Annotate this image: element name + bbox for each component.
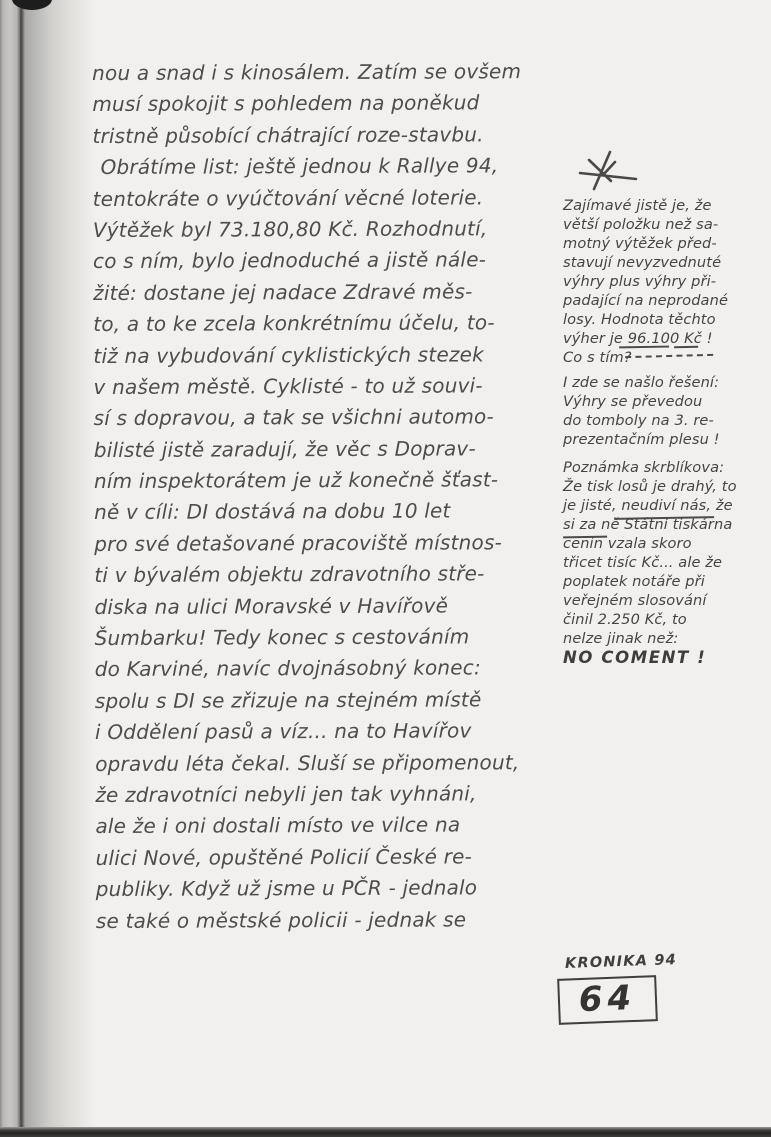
text-line: Výtěžek byl 73.180,80 Kč. Rozhodnutí, — [92, 216, 488, 243]
margin-note-line: do tomboly na 3. re- — [563, 412, 714, 429]
margin-note-line: Že tisk losů je drahý, to — [563, 478, 737, 495]
text-line: nou a snad i s kinosálem. Zatím se ovšem — [92, 59, 522, 86]
text-line: v našem městě. Cyklisté - to už souvi- — [93, 373, 483, 399]
margin-note-line: výhry plus výhry při- — [563, 273, 717, 290]
text-line: Šumbarku! Tedy konec s cestováním — [94, 624, 470, 651]
main-handwritten-text — [92, 56, 576, 937]
margin-note-line: Výhry se převedou — [563, 393, 703, 410]
text-line: ulici Nové, opuštěné Policií České re- — [95, 844, 473, 870]
margin-note-line: výher je 96.100 Kč ! — [563, 330, 713, 347]
margin-note-line: stavují nevyzvednuté — [563, 254, 722, 271]
margin-note-line: Co s tím? — [563, 349, 632, 366]
text-line: to, a to ke zcela konkrétnímu účelu, to- — [93, 310, 495, 337]
margin-note-line: třicet tisíc Kč... ale že — [563, 554, 723, 571]
text-line: ale že i oni dostali místo ve vilce na — [95, 812, 461, 839]
margin-note-line: je jisté, neudiví nás, že — [563, 497, 733, 514]
text-line: se také o městské policii - jednak se — [95, 906, 467, 933]
text-line: musí spokojit s pohledem na poněkud — [92, 90, 480, 117]
margin-note-line: veřejném slosování — [563, 592, 707, 609]
underline-stroke-printer — [614, 502, 714, 520]
text-line: tristně působící chátrající roze-stavbu. — [92, 122, 484, 148]
text-line: tiž na vybudování cyklistických stezek — [93, 341, 484, 368]
asterisk-icon — [577, 148, 639, 192]
text-line: do Karviné, navíc dvojnásobný konec: — [94, 655, 481, 682]
margin-note-column — [563, 148, 771, 670]
page-number: 64 — [578, 977, 637, 1021]
text-line: že zdravotníci nebyli jen tak vyhnáni, — [95, 781, 477, 808]
margin-note-block-3 — [563, 458, 771, 670]
dashed-underline-stroke — [625, 340, 713, 358]
chronicle-label: KRONIKA 94 — [564, 952, 678, 972]
text-line: diska na ulici Moravské v Havířově — [94, 593, 449, 619]
margin-note-line: Zajímavé jistě je, že — [563, 197, 712, 214]
text-line: opravdu léta čekal. Sluší se připomenout, — [95, 749, 520, 776]
binding-crease-line — [20, 0, 22, 1137]
margin-note-line: činil 2.250 Kč, to — [563, 611, 687, 628]
text-line: i Oddělení pasů a víz... na to Havířov — [94, 718, 472, 745]
scan-bottom-edge — [0, 1127, 771, 1137]
book-binding-shadow — [0, 0, 95, 1137]
text-line: ti v bývalém objektu zdravotního stře- — [94, 561, 485, 588]
margin-note-line: poplatek notáře při — [563, 573, 705, 590]
margin-note-line: nelze jinak než: — [563, 630, 679, 647]
text-line: co s ním, bylo jednoduché a jistě nále- — [92, 247, 487, 274]
underline-stroke-cenin — [563, 522, 607, 539]
margin-note-line: motný výtěžek před- — [563, 235, 717, 252]
text-line: žité: dostane jej nadace Zdravé měs- — [93, 279, 473, 305]
text-line: ním inspektorátem je už konečně šťast- — [93, 467, 499, 494]
margin-note-line: padající na neprodané — [563, 292, 729, 309]
margin-note-line: si za ně Státní tiskárna — [563, 516, 733, 533]
text-line: pro své detašované pracoviště místnos- — [94, 530, 503, 556]
text-line: tentokráte o vyúčtování věcné loterie. — [92, 184, 484, 211]
margin-note-line: cenin vzala skoro — [563, 535, 692, 552]
margin-note-line: I zde se našlo řešení: — [563, 374, 720, 391]
page-number-box — [557, 975, 658, 1025]
margin-note-block-2 — [563, 373, 771, 449]
margin-note-line: Poznámka skrblíkova: — [563, 459, 725, 476]
text-line: sí s dopravou, a tak se všichni automo- — [93, 404, 494, 431]
text-line: spolu s DI se zřizuje na stejném místě — [94, 687, 482, 713]
text-line: ně v cíli: DI dostává na dobu 10 let — [94, 498, 451, 525]
margin-note-line: prezentačním plesu ! — [563, 431, 720, 448]
text-line: publiky. Když už jsme u PČR - jednalo — [95, 875, 478, 902]
margin-note-line: větší položku než sa- — [563, 216, 719, 233]
text-line: bilisté jistě zaradují, že věc s Doprav- — [93, 436, 476, 462]
margin-note-line: NO COMENT ! — [563, 648, 707, 667]
text-line: Obrátíme list: ještě jednou k Rallye 94, — [100, 153, 499, 180]
margin-note-line: losy. Hodnota těchto — [563, 311, 716, 328]
